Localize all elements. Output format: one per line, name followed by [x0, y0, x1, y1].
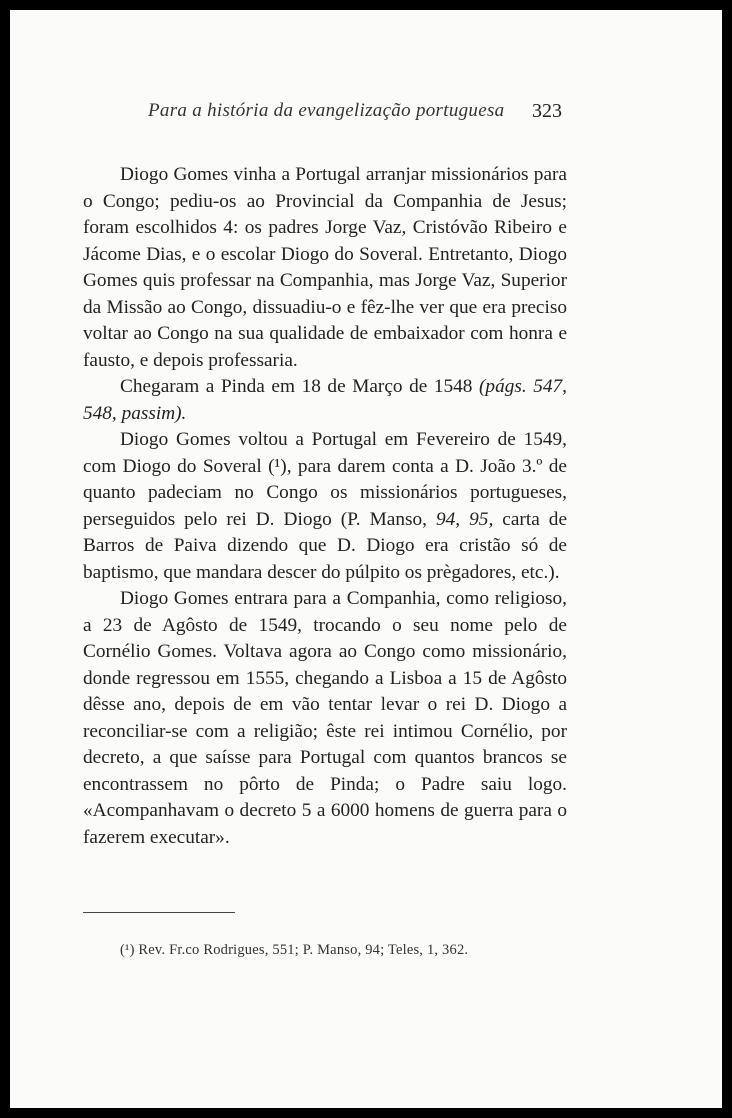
paragraph-1 — [83, 162, 567, 374]
running-title: Para a história da evangelização portuguesa — [148, 100, 505, 121]
paragraph-4 — [83, 586, 567, 851]
footnote-divider — [83, 912, 235, 913]
paragraph-3-text-a: Diogo Gomes voltou a Portugal em Fevereiro de 1549, com Diogo do Soveral (¹), para darem conta a D. João 3.º de quanto padeciam no Congo os missionários portugueses, perseguidos pelo rei D. Diogo (P. Manso, — [83, 429, 567, 530]
footnote: (¹) Rev. Fr.co Rodrigues, 551; P. Manso, 94; Teles, 1, 362. — [120, 942, 469, 958]
paragraph-2-text: Chegaram a Pinda em 18 de Março de 1548 — [120, 376, 480, 397]
paragraph-3-text-b: carta de Barros de Paiva dizendo que D. Diogo era cristão só de baptismo, que mandara descer do púlpito os prègadores, etc.). — [83, 508, 567, 583]
paragraph-1-text: Diogo Gomes vinha a Portugal arranjar missionários para o Congo; pediu-os ao Provincial da Companhia de Jesus; foram escolhidos 4: os padres Jorge Vaz, Cristóvão Ribeiro e Jácome Dias, e o escolar Diogo do Soveral. Entretanto, Diogo Gomes quis professar na Companhia, mas Jorge Vaz, Superior da Missão ao Congo, dissuadiu-o e fêz-lhe ver que era preciso voltar ao Congo na sua qualidade de embaixador com honra e fausto, e depois professaria. — [83, 164, 567, 371]
paragraph-4-text: Diogo Gomes entrara para a Companhia, como religioso, a 23 de Agôsto de 1549, trocando o seu nome pelo de Cornélio Gomes. Voltava agora ao Congo como missionário, donde regressou em 1555, chegando a Lisboa a 15 de Agôsto dêsse ano, depois de em vão tentar levar o rei D. Diogo a reconciliar-se com a religião; êste rei intimou Cornélio, por decreto, a que saísse para Portugal com quantos brancos se encontrassem no pôrto de Pinda; o Padre saiu logo. «Acompanhavam o decreto 5 a 6000 homens de guerra para o fazerem executar». — [83, 588, 567, 848]
body-text — [83, 162, 567, 851]
paragraph-2-citation: (págs. 547, 548, passim). — [83, 376, 567, 424]
paragraph-2 — [83, 374, 567, 427]
paragraph-3 — [83, 427, 567, 586]
paragraph-3-citation: 94, 95, — [436, 508, 494, 530]
page-header — [10, 100, 722, 124]
book-page — [10, 10, 722, 1108]
page-number: 323 — [532, 100, 562, 122]
